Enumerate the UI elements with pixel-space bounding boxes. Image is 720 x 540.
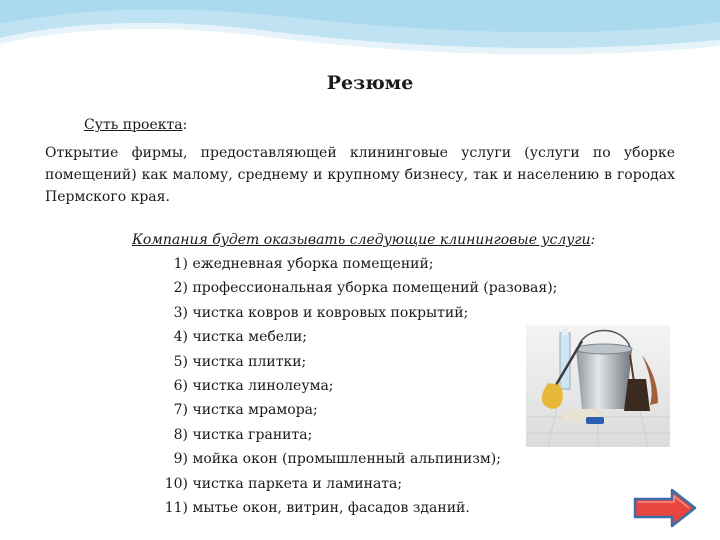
list-item-text: чистка гранита; <box>192 426 313 443</box>
list-item-number: 3) <box>173 304 188 321</box>
essence-text: Открытие фирмы, предоставляющей клининговые услуги (услуги по уборке помещений) как малому, среднему и крупному бизнесу, так и населению в городах Пермского края. <box>45 145 675 205</box>
list-item-text: мойка окон (промышленный альпинизм); <box>192 451 501 468</box>
list-item <box>140 398 557 422</box>
list-item <box>140 252 557 276</box>
list-item <box>140 301 557 325</box>
list-item-number: 10) <box>164 475 188 492</box>
list-item-text: чистка линолеума; <box>192 377 334 394</box>
services-intro-text: Компания будет оказывать следующие клининговые услуги <box>132 232 591 248</box>
essence-label-colon: : <box>182 117 188 133</box>
list-item-number: 6) <box>173 377 188 394</box>
list-item-text: чистка мебели; <box>192 329 308 346</box>
slide-title: Резюме <box>326 72 414 94</box>
list-item-text: ежедневная уборка помещений; <box>192 256 434 272</box>
services-intro-colon: : <box>590 232 596 248</box>
list-item-number: 9) <box>173 451 188 468</box>
services-list <box>140 252 557 520</box>
next-arrow-button[interactable] <box>632 488 698 528</box>
list-item-text: чистка ковров и ковровых покрытий; <box>192 304 469 321</box>
list-item-number: 5) <box>173 353 188 370</box>
list-item <box>140 496 557 520</box>
services-intro <box>132 232 595 248</box>
list-item-number: 7) <box>173 402 188 419</box>
list-item <box>140 276 557 300</box>
list-item <box>140 374 557 398</box>
list-item-number: 2) <box>173 280 188 297</box>
essence-label-text: Суть проекта <box>84 117 183 133</box>
essence-label <box>84 117 187 133</box>
list-item-number: 8) <box>173 426 188 443</box>
list-item-text: профессиональная уборка помещений (разовая); <box>192 280 558 297</box>
list-item <box>140 423 557 447</box>
list-item-text: мытье окон, витрин, фасадов зданий. <box>192 499 470 516</box>
list-item-number: 4) <box>173 329 188 346</box>
list-item-text: чистка плитки; <box>192 353 307 370</box>
list-item-text: чистка паркета и ламината; <box>192 475 403 492</box>
list-item <box>140 350 557 374</box>
list-item <box>140 447 557 471</box>
cleaning-supplies-image <box>526 325 670 447</box>
list-item-number: 1) <box>173 256 188 272</box>
list-item <box>140 472 557 496</box>
list-item <box>140 325 557 349</box>
list-item-text: чистка мрамора; <box>192 402 318 419</box>
header-wave-decoration <box>0 0 720 70</box>
list-item-number: 11) <box>164 499 188 516</box>
